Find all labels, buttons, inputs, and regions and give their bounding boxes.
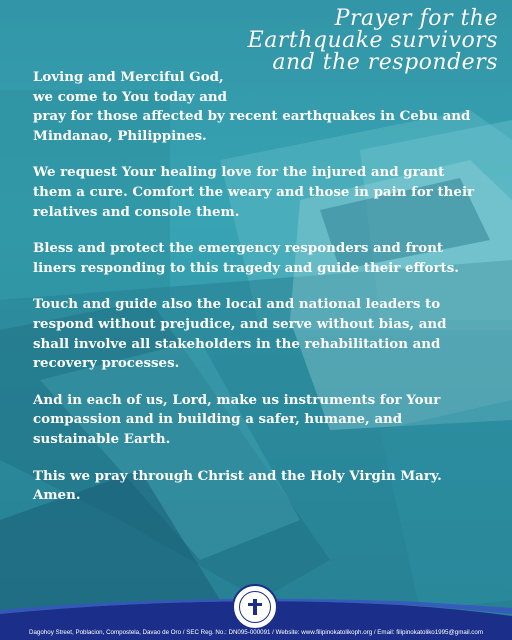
prayer-line-3: pray for those affected by recent earthquakes in Cebu and Mindanao, Philippines.: [33, 108, 471, 144]
prayer-line-2: we come to You today and: [33, 88, 228, 105]
prayer-paragraph-healing: We request Your healing love for the injured and grant them a cure. Comfort the weary and those in pain for their relatives and console them.: [33, 164, 475, 220]
title-line-3: and the responders: [272, 50, 498, 75]
title-line-1: Prayer for the: [334, 6, 498, 31]
organization-logo-icon: [232, 584, 278, 630]
prayer-body: [33, 68, 483, 523]
prayer-paragraph-leaders: Touch and guide also the local and national leaders to respond without prejudice, and serve without bias, and shall involve all stakeholders in the rehabilitation and recovery processes.: [33, 296, 447, 372]
prayer-title: [228, 8, 498, 74]
footer-contact-info: Dagohoy Street, Poblacion, Compostela, Davao de Oro / SEC Reg. No.: DN095-000091 / Website: www.filipinokatolikoph.org / Email: filipinokatoliko1995@gmail.com: [29, 629, 483, 636]
prayer-paragraph-closing: This we pray through Christ and the Holy Virgin Mary. Amen.: [33, 467, 442, 504]
prayer-paragraph-responders: Bless and protect the emergency responders and front liners responding to this tragedy and guide their efforts.: [33, 240, 459, 276]
title-line-2: Earthquake survivors: [247, 28, 498, 53]
prayer-paragraph-instruments: And in each of us, Lord, make us instruments for Your compassion and in building a safer, humane, and sustainable Earth.: [33, 391, 441, 447]
prayer-line-1: Loving and Merciful God,: [33, 69, 224, 85]
